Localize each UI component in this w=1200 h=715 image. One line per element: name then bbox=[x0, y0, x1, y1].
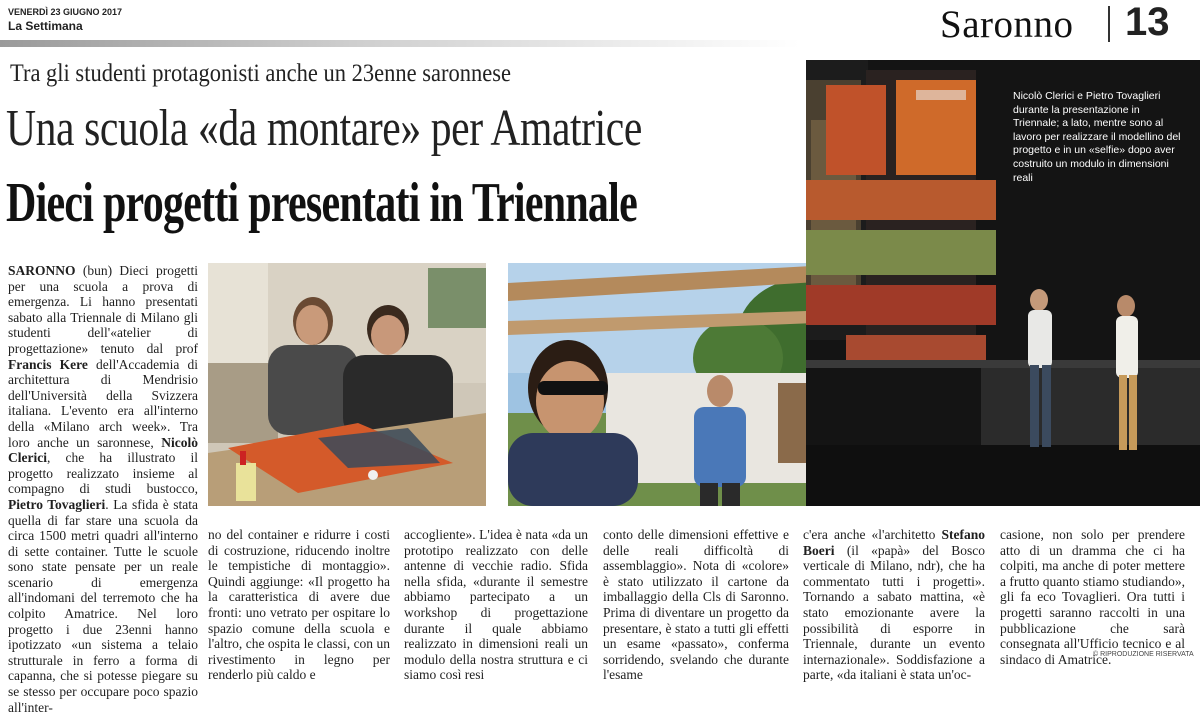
article-column-3: accogliente». L'idea è nata «da un prototipo realizzato con delle antenne di vecchie radio. Sfida nella sfida, «durante il semestre abbiamo partecipato a un workshop di progettazione durante il quale abbiamo realizzato in dimensioni reali un modulo della nostra struttura e ci siamo così resi bbox=[404, 527, 588, 683]
article-column-5: c'era anche «l'architetto Stefano Boeri (il «papà» del Bosco verticale di Milano, ndr), che ha commentato tutti i progetti». Tornando a sabato mattina, «è stato emozionante avere la possibilità di esporre in Triennale, durante un evento internazionale». Soddisfazione a parte, «da italiani è stata un'oc- bbox=[803, 527, 985, 683]
newspaper-name: La Settimana bbox=[8, 19, 83, 33]
photo-model-building bbox=[208, 263, 486, 506]
masthead-rule bbox=[0, 40, 800, 47]
photo-caption: Nicolò Clerici e Pietro Tovaglieri durante la presentazione in Triennale; a lato, mentre sono al lavoro per realizzare il modellino del progetto e in un «selfie» dopo aver costruito un modulo in dimensioni reali bbox=[1013, 90, 1181, 184]
copyright-notice: © RIPRODUZIONE RISERVATA bbox=[1093, 651, 1194, 658]
article-column-6: casione, non solo per prendere atto di un dramma che ci ha colpiti, ma anche di poter mettere a frutto quanto stiamo studiando», gli fa eco Tovaglieri. Ora tutti i progetti saranno raccolti in una pubblicazione che sarà consegnata all'Ufficio tecnico e al sindaco di Amatrice. bbox=[1000, 527, 1185, 667]
issue-date: VENERDÌ 23 GIUGNO 2017 bbox=[8, 7, 123, 17]
article-column-4: conto delle dimensioni effettive e delle reali difficoltà di assemblaggio». Nota di «colore» è stato utilizzato il cartone da imballaggio della Cls di Saronno. Prima di diventare un progetto da presentare, è stato a tutti gli effetti un esame «passato», conferma sorridendo, svelando che durante l'esame bbox=[603, 527, 789, 683]
article-column-1: SARONNO (bun) Dieci progetti per una scuola a prova di emergenza. Li hanno presentati sabato alla Triennale di Milano gli studenti dell'«atelier di progettazione» tenuto dal prof Francis Kere dell'Accademia di architettura di Mendrisio dell'Università della Svizzera italiana. L'evento era all'interno della «Milano arch week». Tra loro anche un saronnese, Nicolò Clerici, che ha illustrato il progetto realizzato insieme al compagno di studi bustocco, Pietro Tovaglieri. La sfida è stata quella di far stare una scuola da circa 1500 metri quadri all'interno di sette container. Tutte le scuole sono state pensate per un reale scenario di emergenza all'indomani del terremoto che ha colpito Amatrice. Nel loro progetto i due 23enni hanno ipotizzato «un sistema a telaio strutturale in ferro a forma di capanna, che si potesse piegare su se stesso per occupare poco spazio all'inter- bbox=[8, 263, 198, 715]
article-subheadline: Dieci progetti presentati in Triennale bbox=[6, 172, 637, 234]
article-headline: Una scuola «da montare» per Amatrice bbox=[6, 100, 642, 157]
page-number: 13 bbox=[1125, 0, 1170, 44]
masthead-divider bbox=[1108, 6, 1110, 42]
article-column-2: no del container e ridurre i costi di costruzione, riducendo inoltre le tempistiche di montaggio». Quindi aggiunge: «Il progetto ha la caratteristica di avere due fronti: uno vetrato per ospitare lo spazio comune della scuola e l'altro, che ospita le classi, con un rivestimento in legno per renderlo più caldo e bbox=[208, 527, 390, 683]
section-title: Saronno bbox=[940, 3, 1074, 46]
article-kicker: Tra gli studenti protagonisti anche un 23enne saronnese bbox=[10, 60, 511, 87]
